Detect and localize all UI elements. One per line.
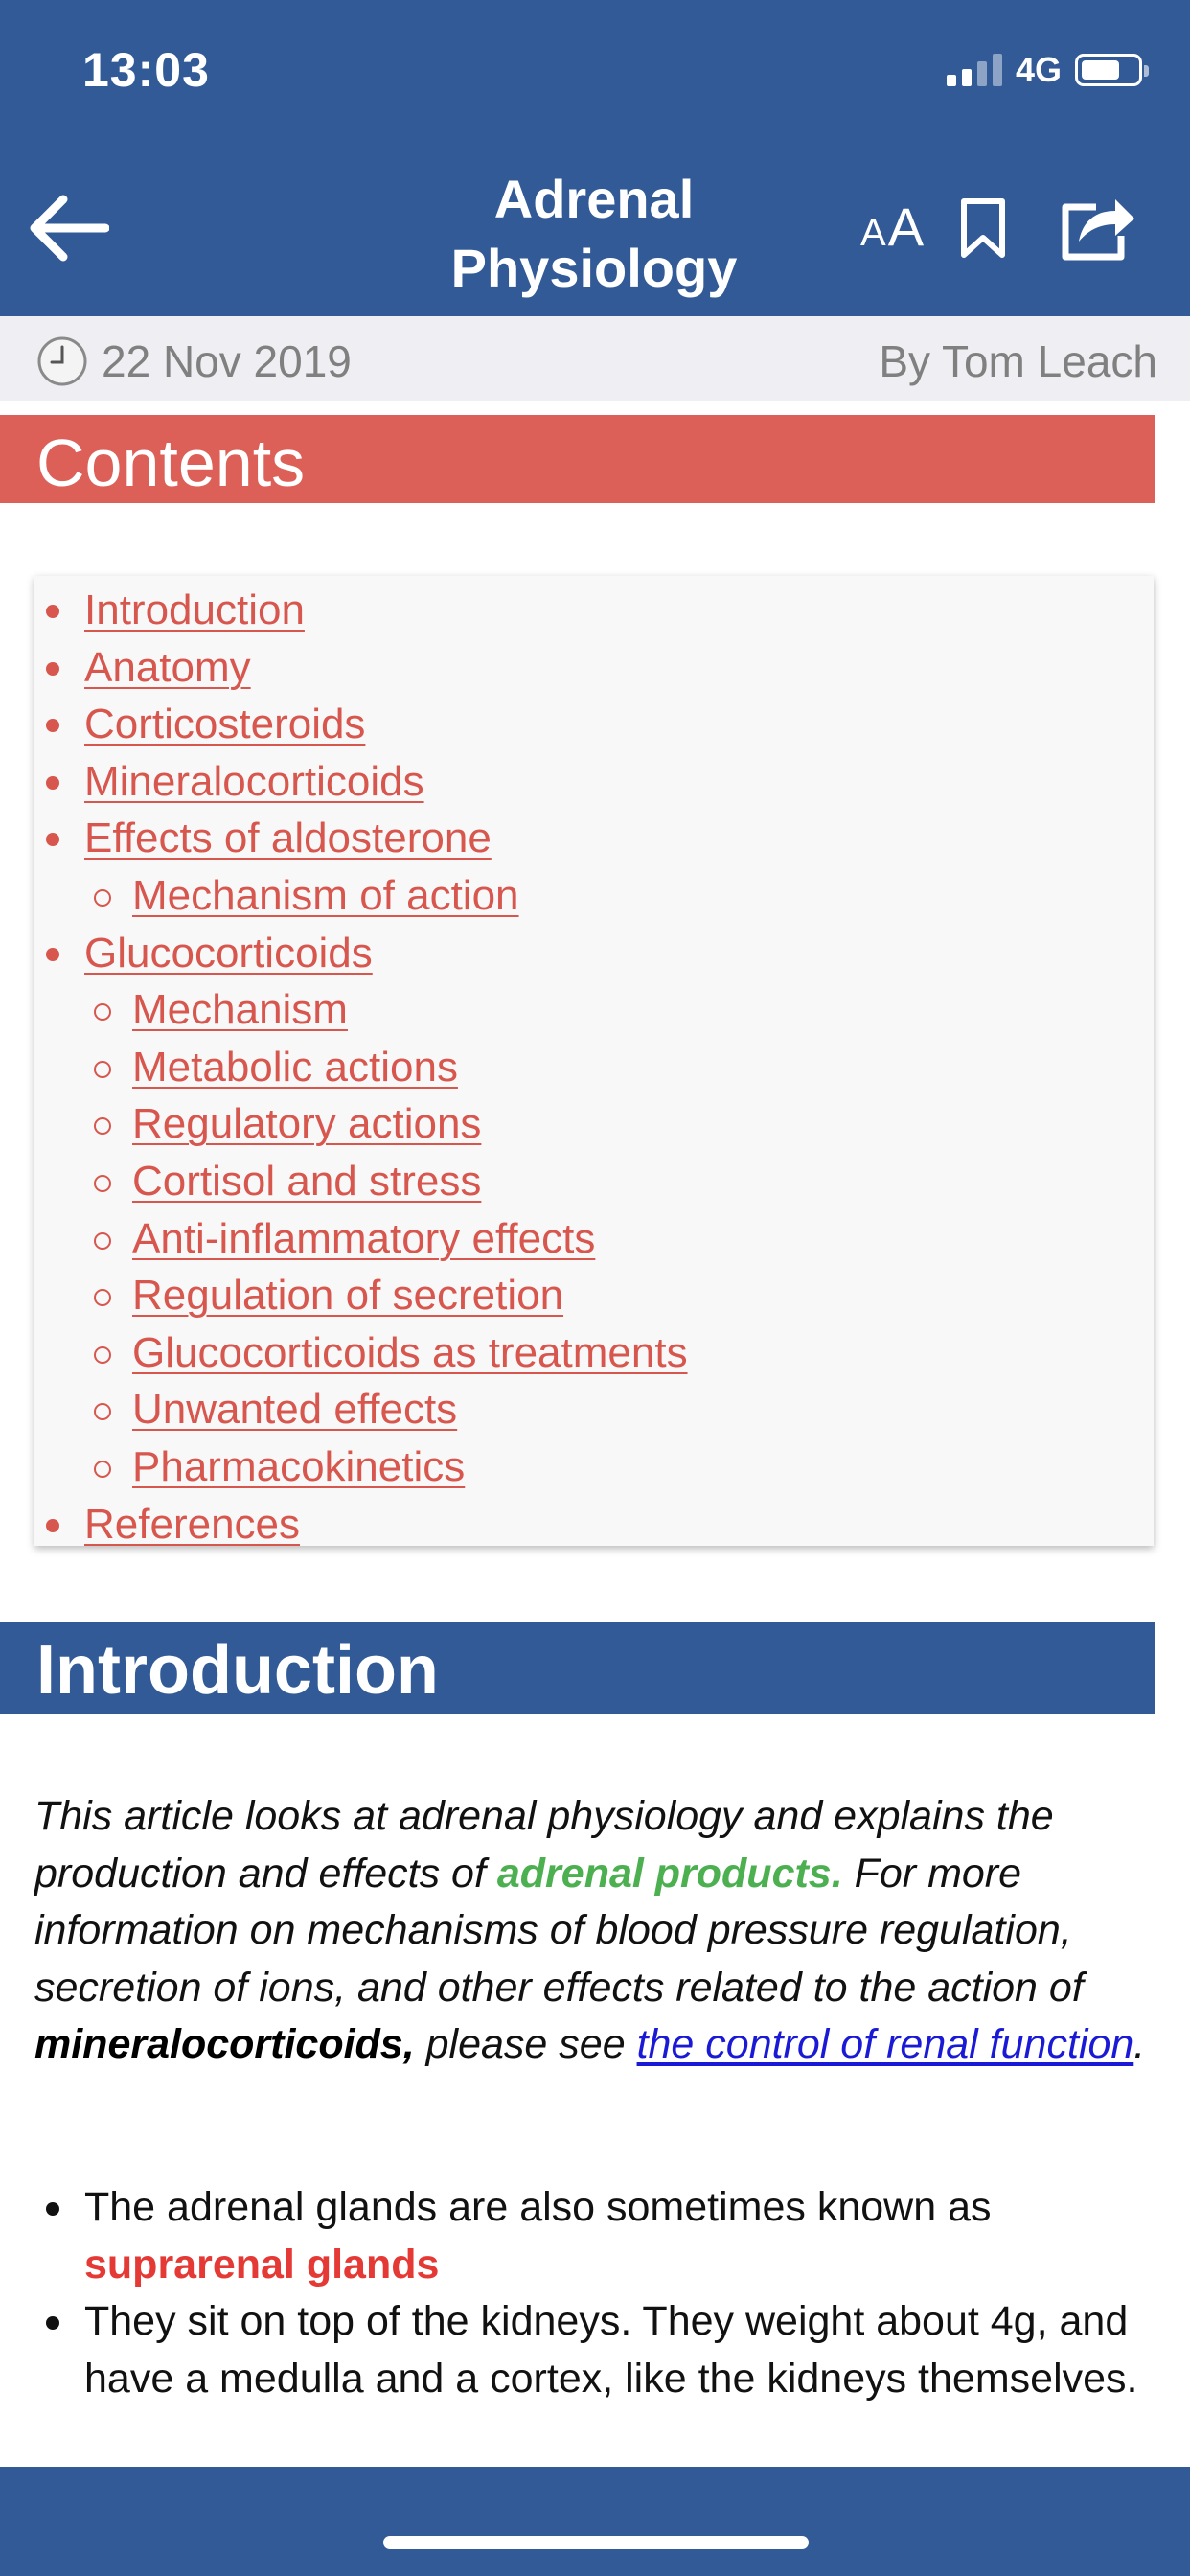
toc-link[interactable]: Corticosteroids bbox=[84, 701, 366, 748]
network-label: 4G bbox=[1015, 50, 1062, 89]
intro-text-4: . bbox=[1133, 2021, 1146, 2067]
bottom-bar bbox=[0, 2467, 1190, 2576]
toc-item bbox=[34, 1324, 1154, 1382]
mineralocorticoids-bold: mineralocorticoids, bbox=[34, 2021, 415, 2067]
toc-item bbox=[34, 810, 1154, 867]
toc-item bbox=[34, 1381, 1154, 1438]
toc-item bbox=[34, 1438, 1154, 1496]
toc-item bbox=[34, 1153, 1154, 1210]
toc-link[interactable]: Mechanism bbox=[132, 986, 348, 1034]
contents-heading-bar bbox=[0, 415, 1155, 503]
introduction-heading: Introduction bbox=[36, 1632, 439, 1709]
toc-link[interactable]: Pharmacokinetics bbox=[132, 1442, 466, 1490]
suprarenal-glands-highlight: suprarenal glands bbox=[84, 2241, 440, 2288]
toc-link[interactable]: Anatomy bbox=[84, 643, 251, 691]
toc-link[interactable]: Unwanted effects bbox=[132, 1386, 458, 1434]
bullet-1-text: The adrenal glands are also sometimes known as bbox=[84, 2184, 992, 2230]
introduction-heading-bar bbox=[0, 1622, 1155, 1714]
toc-link[interactable]: Metabolic actions bbox=[132, 1043, 458, 1091]
toc-link[interactable]: Glucocorticoids as treatments bbox=[132, 1328, 688, 1376]
toc-item bbox=[34, 696, 1154, 753]
status-indicators bbox=[947, 50, 1142, 90]
text-size-small-label: A bbox=[860, 212, 888, 254]
toc-link[interactable]: Regulatory actions bbox=[132, 1100, 482, 1148]
back-arrow-icon bbox=[25, 194, 109, 263]
intro-text-2: For more information on mechanisms of blood pressure regulation, secretion of ions, and other effects related to the action of bbox=[34, 1850, 1084, 2011]
battery-icon bbox=[1075, 54, 1142, 86]
clock-icon bbox=[36, 335, 88, 387]
toc-link[interactable]: Mechanism of action bbox=[132, 871, 519, 919]
intro-text-1: This article looks at adrenal physiology and explains the production and effects of bbox=[34, 1793, 1054, 1897]
status-time: 13:03 bbox=[82, 43, 210, 97]
title-line-1: Adrenal bbox=[493, 169, 695, 229]
list-item bbox=[34, 2179, 1165, 2293]
toc-link[interactable]: Effects of aldosterone bbox=[84, 815, 492, 862]
toc-link[interactable]: Cortisol and stress bbox=[132, 1157, 482, 1205]
toc-item bbox=[34, 867, 1154, 925]
toc-item bbox=[34, 753, 1154, 811]
toc-item bbox=[34, 925, 1154, 982]
toc-link[interactable]: References bbox=[84, 1500, 301, 1548]
toc-link[interactable]: Mineralocorticoids bbox=[84, 757, 424, 805]
toc-item bbox=[34, 981, 1154, 1039]
article-date-text: 22 Nov 2019 bbox=[102, 336, 352, 386]
signal-icon bbox=[947, 54, 1002, 86]
article-meta-bar bbox=[0, 316, 1190, 401]
toc-link[interactable]: Glucocorticoids bbox=[84, 929, 373, 977]
bookmark-button[interactable] bbox=[956, 197, 1010, 259]
toc-item bbox=[34, 1210, 1154, 1268]
back-button[interactable] bbox=[21, 182, 113, 274]
top-header bbox=[0, 0, 1190, 316]
bookmark-icon bbox=[956, 197, 1010, 259]
toc-list bbox=[34, 582, 1154, 1552]
page-title bbox=[355, 165, 834, 303]
toc-item bbox=[34, 639, 1154, 697]
adrenal-products-highlight: adrenal products. bbox=[496, 1850, 843, 1897]
toc-item bbox=[34, 1267, 1154, 1324]
article-date bbox=[36, 335, 352, 387]
renal-function-link[interactable]: the control of renal function bbox=[636, 2021, 1134, 2067]
contents-heading: Contents bbox=[36, 426, 306, 500]
home-indicator[interactable] bbox=[383, 2536, 809, 2549]
toc-item bbox=[34, 1496, 1154, 1553]
toc-link[interactable]: Introduction bbox=[84, 586, 305, 633]
toc-link[interactable]: Anti-inflammatory effects bbox=[132, 1214, 596, 1262]
table-of-contents bbox=[34, 576, 1154, 1546]
article-author: By Tom Leach bbox=[879, 336, 1157, 386]
text-size-button[interactable] bbox=[860, 196, 926, 258]
share-icon bbox=[1058, 192, 1136, 263]
title-line-2: Physiology bbox=[450, 238, 738, 298]
intro-text-3: please see bbox=[414, 2021, 637, 2067]
toc-item bbox=[34, 1039, 1154, 1096]
list-item bbox=[34, 2293, 1165, 2407]
intro-paragraph bbox=[34, 1788, 1165, 2074]
share-button[interactable] bbox=[1058, 192, 1136, 263]
toc-item bbox=[34, 582, 1154, 639]
toc-link[interactable]: Regulation of secretion bbox=[132, 1272, 564, 1320]
toc-item bbox=[34, 1095, 1154, 1153]
bullet-2-text: They sit on top of the kidneys. They weight about 4g, and have a medulla and a cortex, like the kidneys themselves. bbox=[84, 2298, 1138, 2402]
intro-bullet-list bbox=[34, 2179, 1165, 2407]
text-size-big-label: A bbox=[887, 196, 927, 257]
